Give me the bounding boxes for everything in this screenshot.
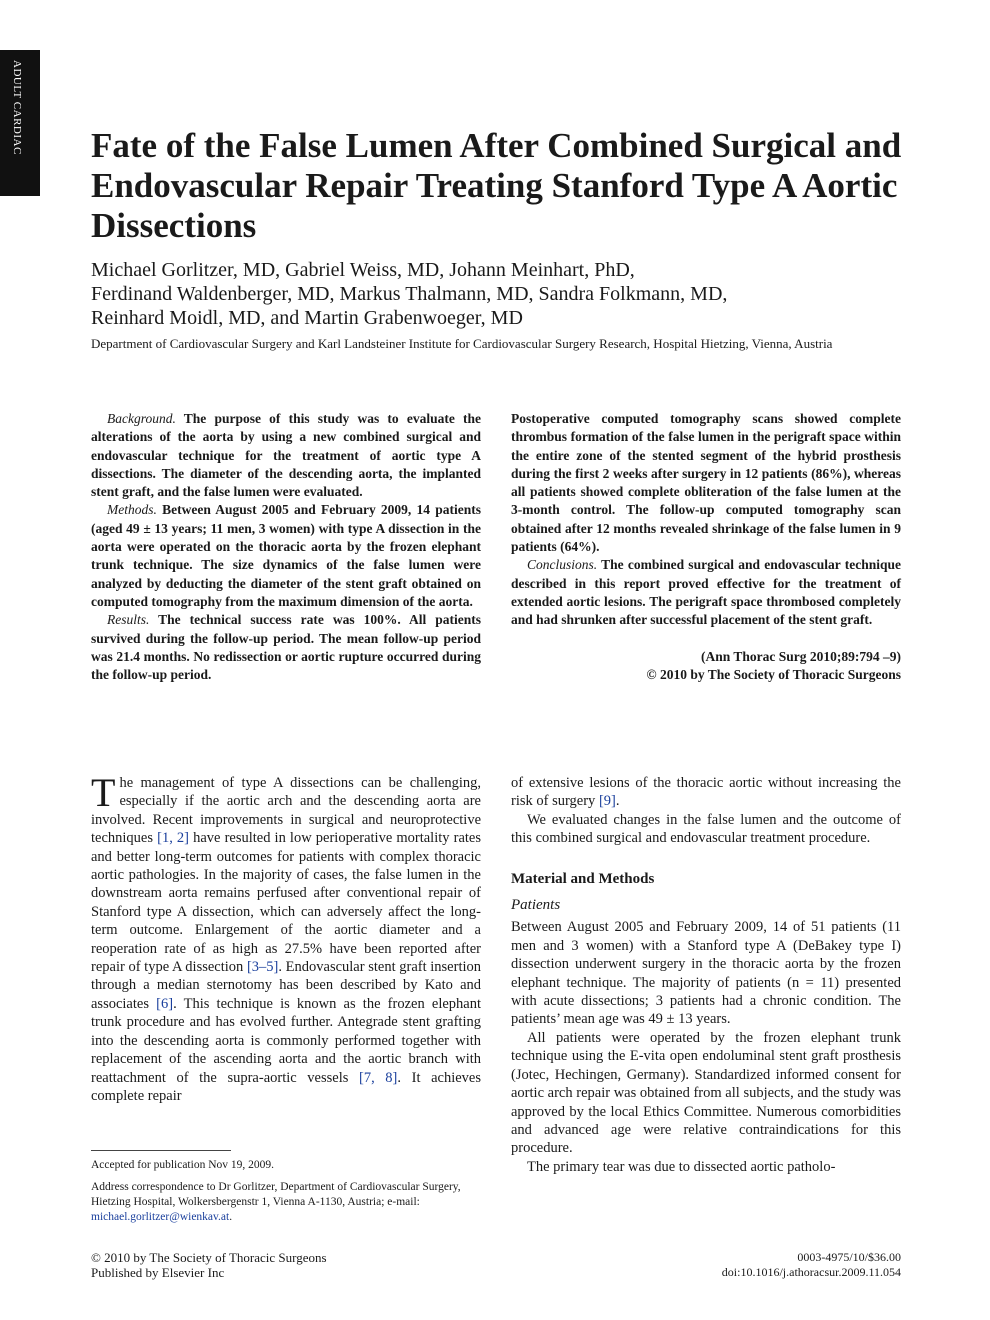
abstract-background-label: Background.	[107, 411, 176, 426]
body-right-column	[511, 774, 901, 1176]
author-line: Ferdinand Waldenberger, MD, Markus Thalmann, MD, Sandra Folkmann, MD,	[91, 283, 728, 305]
section-side-tab	[0, 50, 40, 196]
patients-paragraph: The primary tear was due to dissected aortic patholo-	[527, 1158, 836, 1175]
intro-continued	[511, 774, 901, 811]
subsection-heading: Patients	[511, 897, 561, 914]
email-link[interactable]: michael.gorlitzer@wienkav.at	[91, 1211, 230, 1223]
reference-link[interactable]: [7, 8]	[359, 1069, 398, 1086]
footnote-address-end: .	[229, 1211, 233, 1223]
footnote-address: Address correspondence to Dr Gorlitzer, Department of Cardiovascular Surgery, Hietzing Hospital, Wolkersbergenstr 1, Vienna A-1130, Austria; e-mail:	[91, 1181, 461, 1208]
abstract-conclusions	[511, 556, 901, 629]
reference-link[interactable]: [3–5]	[246, 959, 279, 976]
abstract-results-continued: Postoperative computed tomography scans showed complete thrombus formation of the false lumen in the perigraft space within the entire zone of the stented segment of the hybrid prosthesis during the first 2 weeks after surgery in 12 patients (86%), whereas all patients showed complete obliteration of the false lumen at the 3-month control. The follow-up computed tomography scan obtained after 12 months revealed shrinkage of the false lumen in 9 patients (64%).	[511, 411, 901, 555]
footer-copyright: © 2010 by The Society of Thoracic Surgeons	[91, 1250, 327, 1265]
footnote-correspondence	[91, 1180, 481, 1225]
footer-doi[interactable]: doi:10.1016/j.athoracsur.2009.11.054	[721, 1265, 901, 1279]
reference-link[interactable]: [6]	[156, 995, 174, 1012]
abstract-conclusions-label: Conclusions.	[527, 557, 598, 573]
footnote-divider	[91, 1150, 231, 1151]
abstract-methods-text: Between August 2005 and February 2009, 14 patients (aged 49 ± 13 years; 11 men, 3 women) with type A dissection in the aorta were operated on the thoracic aorta by the frozen elephant trunk technique. The size dynamics of the false lumen were analyzed by deducting the diameter of the stent graft obtained on computed tomography from the maximum dimension of the aorta.	[91, 502, 481, 609]
abstract-copyright: © 2010 by The Society of Thoracic Surgeons	[646, 666, 901, 682]
abstract-background-text: The purpose of this study was to evaluate the alterations of the aorta by using a new combined surgical and endovascular technique for the treatment of aortic type A dissections. The diameter of the descending aorta, the implanted stent graft, and the false lumen were evaluated.	[91, 411, 481, 500]
abstract-left-column	[91, 410, 481, 684]
abstract-right-column	[511, 410, 901, 684]
intro-text: .	[615, 793, 620, 810]
author-list	[91, 258, 911, 330]
intro-text: have resulted in low perioperative mortality rates and better long-term outcomes for patients with complex thoracic aortic pathologies. In the majority of cases, the false lumen in the downstream aorta remains perfused after conventional repair of Stanford type A dissection, which can adversely affect the long-term outcome. Enlargement of the aortic diameter and a reoperation rate of as high as 27.5% have been reported after repair of type A dissection	[91, 830, 481, 976]
patients-paragraph: Between August 2005 and February 2009, 14 of 51 patients (11 men and 3 women) with a Stanford type A (DeBakey type I) dissection underwent surgery in the thoracic aorta by the frozen elephant technique. The majority of patients (n = 11) presented with acute dissections; 3 patients had a chronic condition. The patients’ mean age was 49 ± 13 years.	[511, 919, 901, 1028]
intro-text: of extensive lesions of the thoracic aortic without increasing the risk of surgery	[511, 775, 901, 810]
abstract-results-label: Results.	[107, 612, 150, 628]
section-heading: Material and Methods	[511, 870, 655, 887]
drop-cap: T	[91, 770, 116, 815]
page-footer-right	[722, 1250, 901, 1280]
section-side-tab-label: ADULT CARDIAC	[11, 60, 23, 155]
abstract-background	[91, 410, 481, 501]
intro-text: . This technique is known as the frozen elephant trunk procedure and has evolved further. Antegrade stent grafting into the descending aorta is commonly performed together with replacement of the ascending aorta and the aortic branch with reattachment of the supra-aortic vessels	[91, 995, 481, 1086]
intro-text: . It achieves complete repair	[91, 1069, 481, 1104]
intro-paragraph	[91, 770, 481, 1105]
affiliation: Department of Cardiovascular Surgery and Karl Landsteiner Institute for Cardiovascular Surgery Research, Hospital Hietzing, Vienna, Austria	[91, 336, 833, 351]
abstract-methods-label: Methods.	[107, 502, 157, 518]
footer-issn: 0003-4975/10/$36.00	[797, 1250, 901, 1264]
footer-publisher: Published by Elsevier Inc	[91, 1265, 225, 1280]
journal-citation-block	[511, 648, 901, 685]
abstract-methods	[91, 501, 481, 611]
abstract-conclusions-text: The combined surgical and endovascular technique described in this report proved effective for the treatment of extended aortic lesions. The perigraft space thrombosed completely and had shrunken after successful placement of the stent graft.	[511, 557, 901, 628]
intro-text: . Endovascular stent graft insertion through a median sternotomy has been described by Kato and associates	[91, 959, 481, 1012]
reference-link[interactable]: [1, 2]	[157, 830, 189, 847]
author-line: Michael Gorlitzer, MD, Gabriel Weiss, MD, Johann Meinhart, PhD,	[91, 259, 635, 281]
aim-paragraph: We evaluated changes in the false lumen and the outcome of this combined surgical and endovascular treatment procedure.	[511, 811, 901, 847]
body-left-column	[91, 770, 481, 1105]
abstract-results	[91, 611, 481, 684]
patients-paragraph: All patients were operated by the frozen elephant trunk technique using the E-vita open endoluminal stent graft prosthesis (Jotec, Hechingen, Germany). Standardized informed consent for aortic arch repair was obtained from all subjects, and the study was approved by the local Ethics Committee. Numerous comorbidities and advanced age were relative contraindications for this procedure.	[511, 1029, 901, 1157]
journal-citation: (Ann Thorac Surg 2010;89:794 –9)	[700, 648, 901, 664]
footnote-accepted: Accepted for publication Nov 19, 2009.	[91, 1159, 274, 1171]
author-line: Reinhard Moidl, MD, and Martin Grabenwoeger, MD	[91, 307, 523, 329]
intro-text: he management of type A dissections can be challenging, especially if the aortic arch and the descending aorta are involved. Recent improvements in surgical and neuroprotective techniques	[91, 775, 481, 847]
article-title: Fate of the False Lumen After Combined Surgical and Endovascular Repair Treating Stanford Type A Aortic Dissections	[91, 126, 902, 245]
page-footer-left	[91, 1250, 327, 1280]
reference-link[interactable]: [9]	[598, 793, 616, 810]
abstract-results-text: The technical success rate was 100%. All patients survived during the follow-up period. The mean follow-up period was 21.4 months. No redissection or aortic rupture occurred during the follow-up period.	[91, 612, 481, 683]
